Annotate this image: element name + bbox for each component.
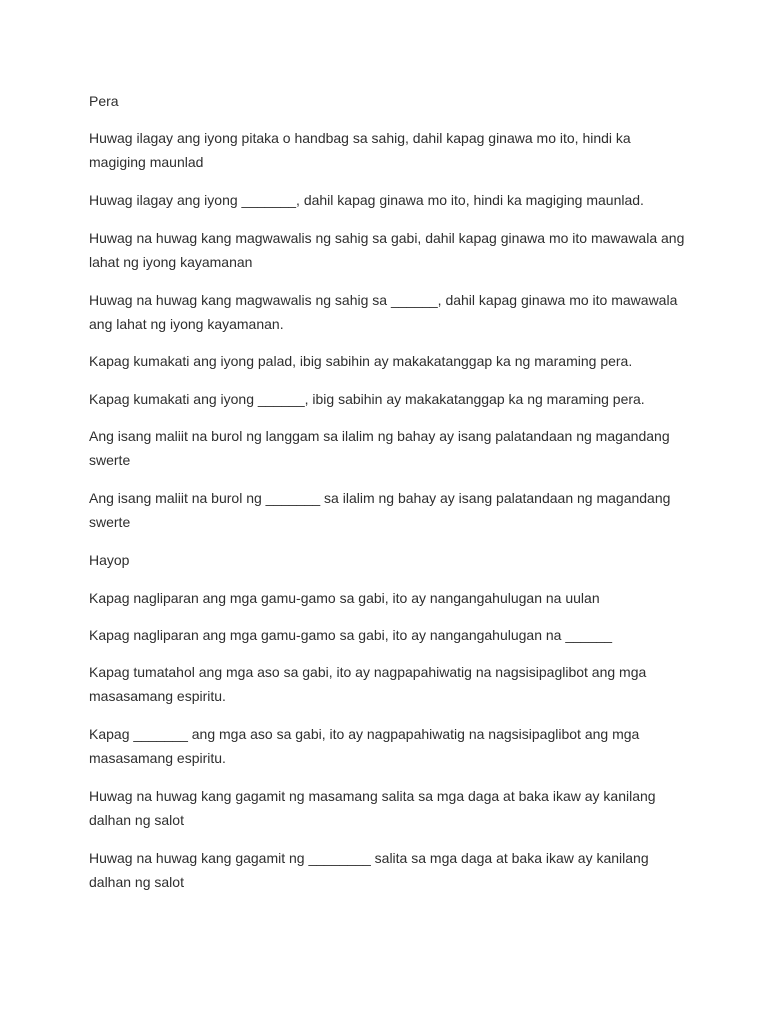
paragraph: Kapag tumatahol ang mga aso sa gabi, ito ay nagpapahiwatig na nagsisipaglibot ang mga masasamang espiritu. [89,664,647,704]
section-heading-hayop: Hayop [89,552,130,568]
paragraph: Kapag kumakati ang iyong ______, ibig sabihin ay makakatanggap ka ng maraming pera. [89,391,645,407]
paragraph: Huwag ilagay ang iyong pitaka o handbag sa sahig, dahil kapag ginawa mo ito, hindi ka magiging maunlad [89,130,631,170]
paragraph: Huwag na huwag kang gagamit ng ________ salita sa mga daga at baka ikaw ay kanilang dalhan ng salot [89,850,649,890]
paragraph: Ang isang maliit na burol ng langgam sa ilalim ng bahay ay isang palatandaan ng magandang swerte [89,428,670,468]
paragraph: Huwag na huwag kang magwawalis ng sahig sa gabi, dahil kapag ginawa mo ito mawawala ang lahat ng iyong kayamanan [89,230,685,270]
paragraph: Kapag nagliparan ang mga gamu-gamo sa gabi, ito ay nangangahulugan na uulan [89,590,600,606]
paragraph: Huwag na huwag kang gagamit ng masamang salita sa mga daga at baka ikaw ay kanilang dalhan ng salot [89,788,656,828]
paragraph: Ang isang maliit na burol ng _______ sa ilalim ng bahay ay isang palatandaan ng magandang swerte [89,490,671,530]
paragraph: Kapag nagliparan ang mga gamu-gamo sa gabi, ito ay nangangahulugan na ______ [89,627,613,643]
section-heading-pera: Pera [89,93,119,109]
paragraph: Kapag kumakati ang iyong palad, ibig sabihin ay makakatanggap ka ng maraming pera. [89,353,633,369]
paragraph: Kapag _______ ang mga aso sa gabi, ito ay nagpapahiwatig na nagsisipaglibot ang mga masasamang espiritu. [89,726,640,766]
paragraph: Huwag na huwag kang magwawalis ng sahig sa ______, dahil kapag ginawa mo ito mawawala ang lahat ng iyong kayamanan. [89,292,678,332]
paragraph: Huwag ilagay ang iyong _______, dahil kapag ginawa mo ito, hindi ka magiging maunlad. [89,192,644,208]
